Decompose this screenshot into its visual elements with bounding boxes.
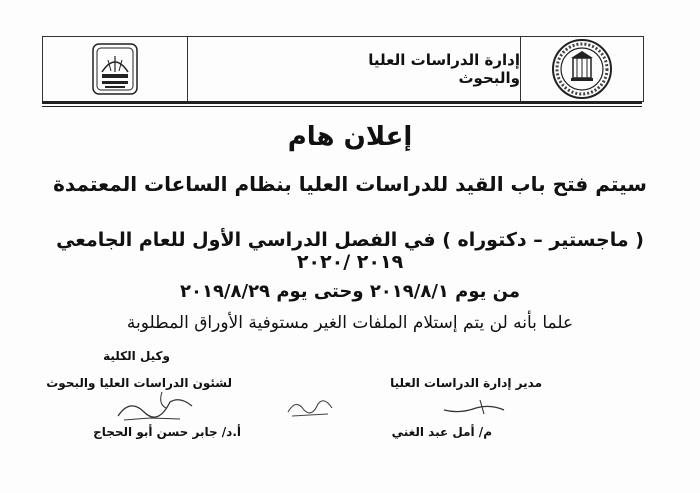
announcement-line-4: علما بأنه لن يتم إستلام الملفات الغير مستوفية الأوراق المطلوبة xyxy=(126,313,574,333)
header-title-cell xyxy=(188,37,521,101)
director-signature-icon xyxy=(440,396,510,422)
announcement-line-2: ( ماجستير – دكتوراه ) في الفصل الدراسي الأول للعام الجامعي ٢٠١٩ /٢٠٢٠ xyxy=(56,229,644,273)
department-title: إدارة الدراسات العليا والبحوث xyxy=(368,51,520,87)
approval-signature-icon xyxy=(282,392,342,422)
vice-dean-title-1: وكيل الكلية xyxy=(103,349,170,363)
assiut-university-logo-icon xyxy=(43,37,188,101)
faculty-seal-icon xyxy=(521,37,643,101)
vice-dean-signature-icon xyxy=(110,388,200,424)
announcement-line-3: من يوم ٢٠١٩/٨/١ وحتى يوم ٢٠١٩/٨/٢٩ xyxy=(179,281,521,302)
director-name: م/ أمل عبد الغني xyxy=(391,425,492,439)
letterhead xyxy=(42,36,644,102)
vice-dean-name: أ.د/ جابر حسن أبو الحجاج xyxy=(93,425,241,439)
header-rule-thick xyxy=(42,101,642,104)
header-rule-thin xyxy=(42,106,642,107)
director-title: مدير إدارة الدراسات العليا xyxy=(390,376,542,390)
announcement-line-1: سيتم فتح باب القيد للدراسات العليا بنظام الساعات المعتمدة xyxy=(53,172,647,196)
vice-dean-title-2: لشئون الدراسات العليا والبحوث xyxy=(46,376,232,390)
announcement-title: إعلان هام xyxy=(287,122,413,152)
